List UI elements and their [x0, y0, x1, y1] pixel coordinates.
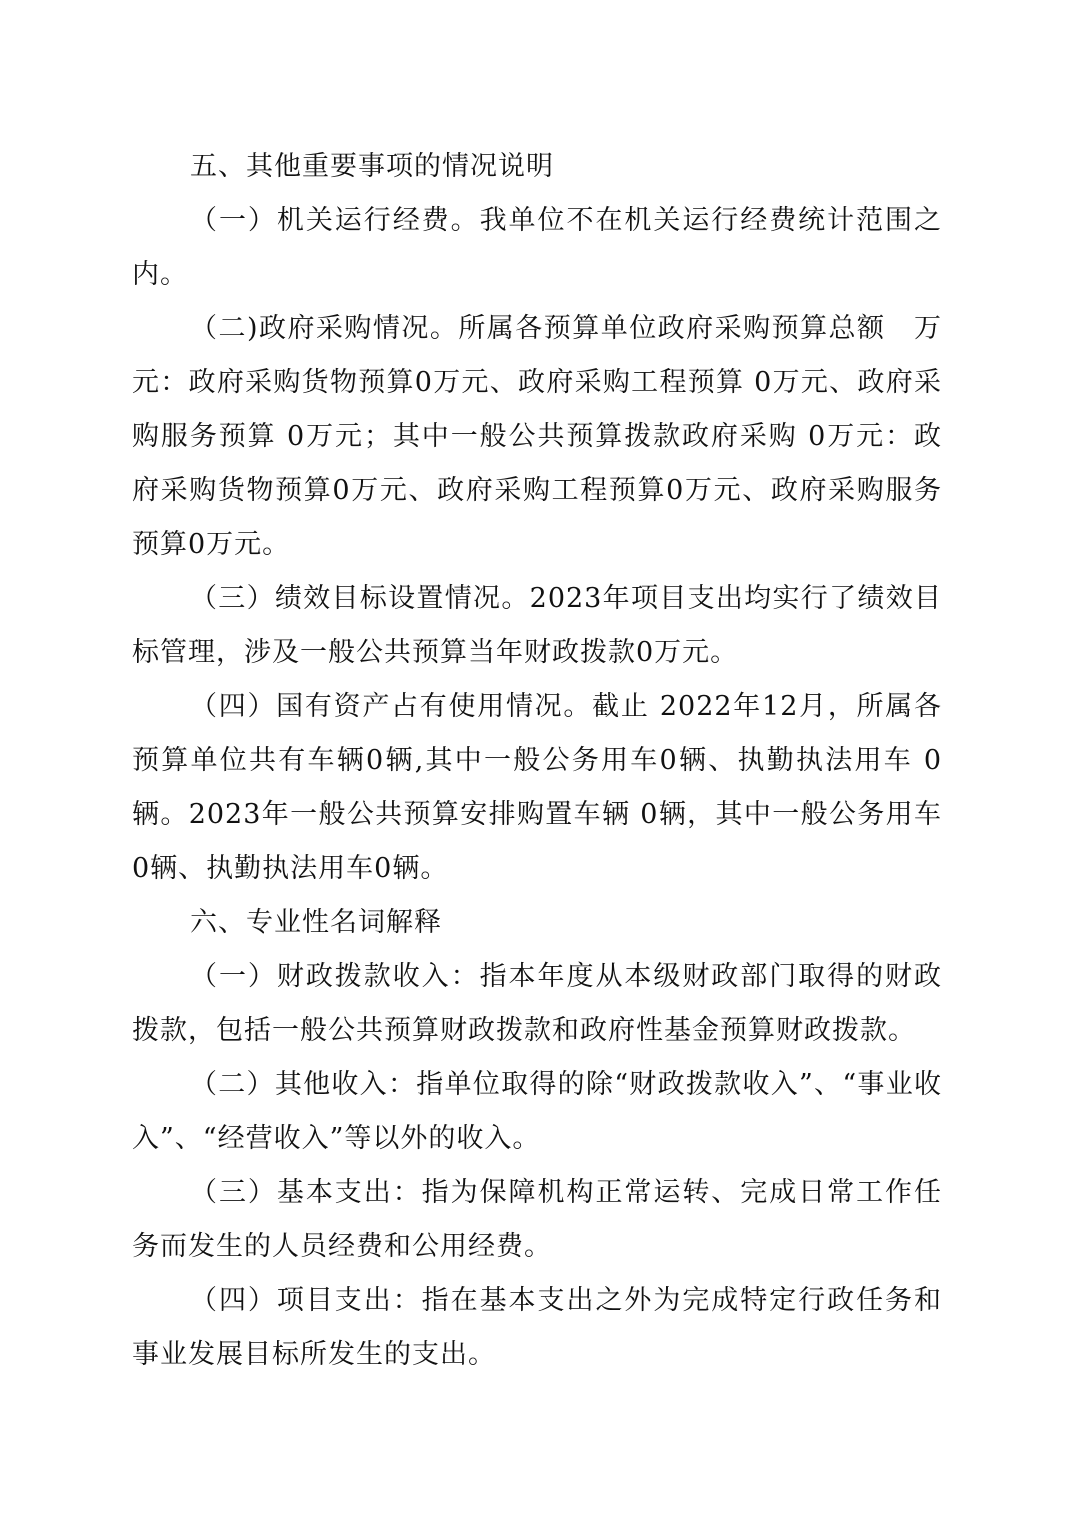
paragraph-performance-targets: （三）绩效目标设置情况。2023年项目支出均实行了绩效目标管理，涉及一般公共预算当年财政拨款0万元。: [132, 583, 942, 668]
section-heading-terms: 六、专业性名词解释: [190, 907, 442, 938]
paragraph-project-expenditure: （四）项目支出：指在基本支出之外为完成特定行政任务和事业发展目标所发生的支出。: [132, 1285, 942, 1370]
section-heading-other-matters: 五、其他重要事项的情况说明: [190, 151, 554, 182]
paragraph-state-assets: （四）国有资产占有使用情况。截止 2022年12月，所属各预算单位共有车辆0辆,其中一般公务用车0辆、执勤执法用车 0辆。2023年一般公共预算安排购置车辆 0辆，其中一般公务用车0辆、执勤执法用车0辆。: [132, 691, 942, 884]
paragraph-fiscal-appropriation-income: （一）财政拨款收入：指本年度从本级财政部门取得的财政拨款，包括一般公共预算财政拨款和政府性基金预算财政拨款。: [132, 961, 942, 1046]
paragraph-other-income: （二）其他收入：指单位取得的除“财政拨款收入”、“事业收入”、“经营收入”等以外的收入。: [132, 1069, 942, 1154]
paragraph-government-procurement: （二)政府采购情况。所属各预算单位政府采购预算总额 万元：政府采购货物预算0万元、政府采购工程预算 0万元、政府采购服务预算 0万元；其中一般公共预算拨款政府采购 0万元：政府采购货物预算0万元、政府采购工程预算0万元、政府采购服务预算0万元。: [132, 313, 942, 560]
document-body: [132, 140, 942, 1382]
paragraph-operating-expenses: （一）机关运行经费。我单位不在机关运行经费统计范围之内。: [132, 205, 942, 290]
paragraph-basic-expenditure: （三）基本支出：指为保障机构正常运转、完成日常工作任务而发生的人员经费和公用经费。: [132, 1177, 942, 1262]
